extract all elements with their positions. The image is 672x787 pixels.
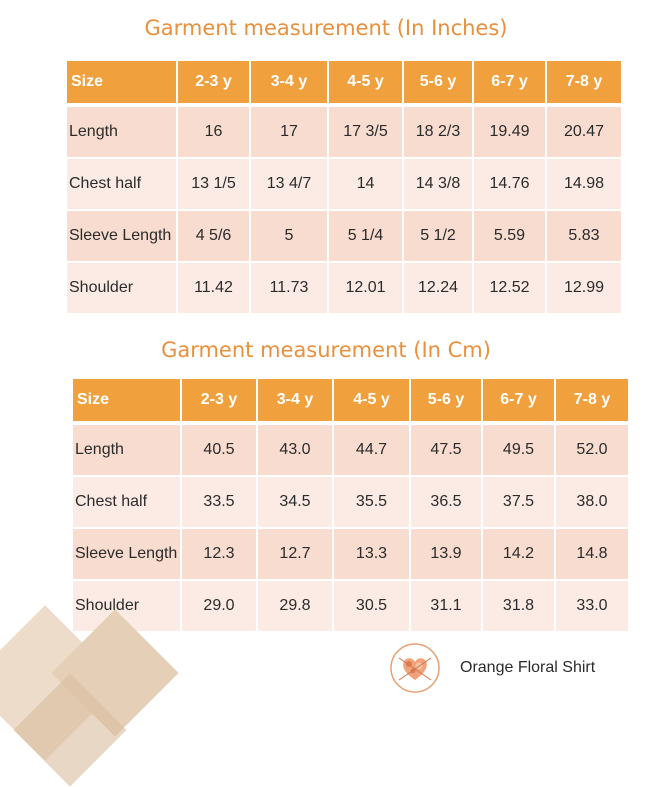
table-cell: 14 3/8 bbox=[403, 158, 473, 210]
table-cell: 40.5 bbox=[181, 423, 257, 476]
table-row bbox=[67, 262, 622, 314]
table-cell: 14.98 bbox=[546, 158, 622, 210]
table-row bbox=[67, 105, 622, 158]
table-row bbox=[73, 476, 629, 528]
table-cell: 49.5 bbox=[482, 423, 555, 476]
table-cell: 29.0 bbox=[181, 580, 257, 632]
table-cell: 44.7 bbox=[333, 423, 410, 476]
table-cell: 20.47 bbox=[546, 105, 622, 158]
row-label: Shoulder bbox=[73, 580, 181, 632]
table-cell: 52.0 bbox=[555, 423, 629, 476]
header-cell: 5-6 y bbox=[403, 61, 473, 105]
table-cell: 16 bbox=[177, 105, 250, 158]
table-cell: 12.24 bbox=[403, 262, 473, 314]
cm-measurement-table bbox=[73, 379, 630, 633]
inches-table-title: Garment measurement (In Inches) bbox=[144, 16, 508, 40]
table-cell: 4 5/6 bbox=[177, 210, 250, 262]
row-label: Chest half bbox=[67, 158, 177, 210]
table-cell: 17 bbox=[250, 105, 328, 158]
row-label: Sleeve Length bbox=[67, 210, 177, 262]
row-label: Chest half bbox=[73, 476, 181, 528]
table-cell: 30.5 bbox=[333, 580, 410, 632]
table-cell: 14.76 bbox=[473, 158, 546, 210]
header-cell: 6-7 y bbox=[482, 379, 555, 423]
table-cell: 11.73 bbox=[250, 262, 328, 314]
table-cell: 13 1/5 bbox=[177, 158, 250, 210]
table-cell: 13.9 bbox=[410, 528, 482, 580]
table-cell: 33.5 bbox=[181, 476, 257, 528]
header-cell: 5-6 y bbox=[410, 379, 482, 423]
table-cell: 12.52 bbox=[473, 262, 546, 314]
row-label: Length bbox=[67, 105, 177, 158]
table-cell: 33.0 bbox=[555, 580, 629, 632]
table-cell: 47.5 bbox=[410, 423, 482, 476]
header-cell: 7-8 y bbox=[555, 379, 629, 423]
table-cell: 31.1 bbox=[410, 580, 482, 632]
table-cell: 38.0 bbox=[555, 476, 629, 528]
table-cell: 31.8 bbox=[482, 580, 555, 632]
table-cell: 18 2/3 bbox=[403, 105, 473, 158]
table-cell: 5.59 bbox=[473, 210, 546, 262]
header-cell: 3-4 y bbox=[257, 379, 333, 423]
table-cell: 37.5 bbox=[482, 476, 555, 528]
header-cell: Size bbox=[73, 379, 181, 423]
cm-table-title: Garment measurement (In Cm) bbox=[161, 338, 491, 362]
table-cell: 14 bbox=[328, 158, 403, 210]
table-cell: 13 4/7 bbox=[250, 158, 328, 210]
header-cell: 6-7 y bbox=[473, 61, 546, 105]
brand-name: Orange Floral Shirt bbox=[460, 659, 596, 676]
table-cell: 13.3 bbox=[333, 528, 410, 580]
table-cell: 12.99 bbox=[546, 262, 622, 314]
table-header-row bbox=[67, 61, 622, 105]
header-cell: 2-3 y bbox=[181, 379, 257, 423]
inches-measurement-table bbox=[67, 61, 623, 315]
header-cell: 4-5 y bbox=[333, 379, 410, 423]
table-cell: 35.5 bbox=[333, 476, 410, 528]
table-row bbox=[67, 158, 622, 210]
table-cell: 11.42 bbox=[177, 262, 250, 314]
row-label: Sleeve Length bbox=[73, 528, 181, 580]
table-cell: 14.2 bbox=[482, 528, 555, 580]
floral-heart-logo-icon bbox=[389, 642, 441, 694]
table-cell: 12.7 bbox=[257, 528, 333, 580]
table-cell: 14.8 bbox=[555, 528, 629, 580]
table-cell: 5.83 bbox=[546, 210, 622, 262]
row-label: Length bbox=[73, 423, 181, 476]
table-cell: 5 1/4 bbox=[328, 210, 403, 262]
header-cell: 4-5 y bbox=[328, 61, 403, 105]
table-row bbox=[73, 580, 629, 632]
table-cell: 34.5 bbox=[257, 476, 333, 528]
header-cell: 7-8 y bbox=[546, 61, 622, 105]
table-cell: 29.8 bbox=[257, 580, 333, 632]
header-cell: 2-3 y bbox=[177, 61, 250, 105]
table-cell: 5 1/2 bbox=[403, 210, 473, 262]
table-cell: 36.5 bbox=[410, 476, 482, 528]
header-cell: Size bbox=[67, 61, 177, 105]
table-row bbox=[73, 423, 629, 476]
table-header-row bbox=[73, 379, 629, 423]
header-cell: 3-4 y bbox=[250, 61, 328, 105]
table-cell: 12.01 bbox=[328, 262, 403, 314]
row-label: Shoulder bbox=[67, 262, 177, 314]
table-row bbox=[73, 528, 629, 580]
table-cell: 19.49 bbox=[473, 105, 546, 158]
table-row bbox=[67, 210, 622, 262]
table-cell: 5 bbox=[250, 210, 328, 262]
table-cell: 17 3/5 bbox=[328, 105, 403, 158]
table-cell: 12.3 bbox=[181, 528, 257, 580]
table-cell: 43.0 bbox=[257, 423, 333, 476]
